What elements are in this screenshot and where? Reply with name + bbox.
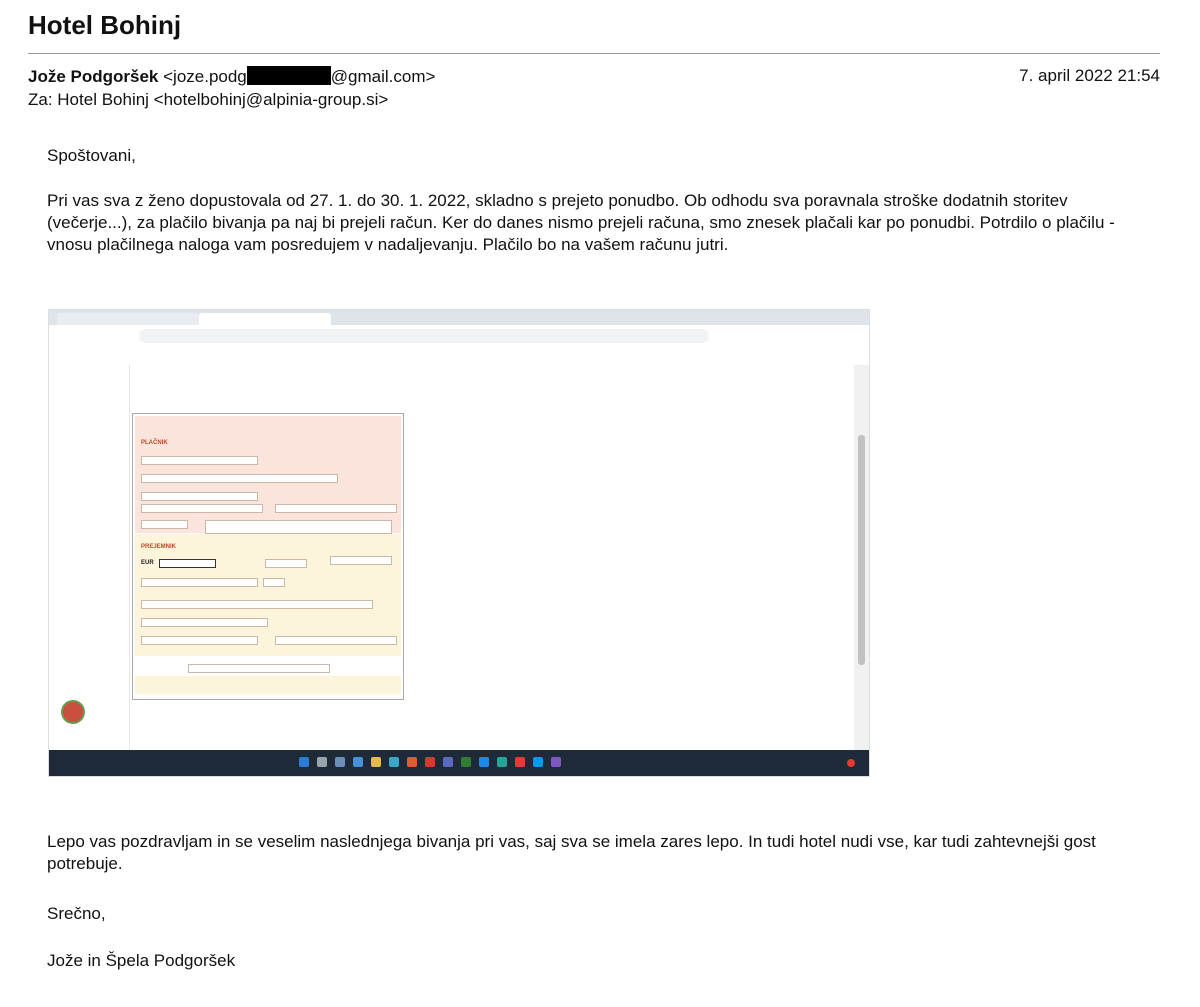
page-scrollbar: [854, 365, 869, 750]
form-field: [205, 520, 392, 534]
email-date: 7. april 2022 21:54: [1019, 66, 1160, 85]
form-field: [141, 600, 373, 609]
form-field: [141, 456, 258, 465]
app-icon: [497, 757, 507, 767]
browser-bookmarks: [49, 347, 869, 366]
amount-currency: EUR: [141, 560, 154, 566]
bank-page: [49, 365, 854, 750]
browser-url: [139, 329, 709, 343]
app-icon: [461, 757, 471, 767]
email-subject: Hotel Bohinj: [28, 10, 182, 40]
body-paragraph-2: Lepo vas pozdravljam in se veselim naslednjega bivanja pri vas, saj sva se imela zares lepo. In tudi hotel nudi vse, kar tudi zahtevnejši gost potrebuje.: [47, 832, 1096, 873]
form-field: [141, 520, 188, 529]
browser-tab: [57, 313, 199, 325]
browser-address-bar: [49, 325, 869, 348]
form-field: [141, 636, 258, 645]
recipient-line: Za: Hotel Bohinj <hotelbohinj@alpinia-group.si>: [28, 90, 389, 109]
form-field: [188, 664, 330, 673]
form-field: [265, 559, 307, 568]
app-icon: [335, 757, 345, 767]
app-icon: [407, 757, 417, 767]
header-divider: [28, 53, 1160, 54]
payment-screenshot: [48, 309, 870, 777]
form-field: [330, 556, 392, 565]
app-icon: [551, 757, 561, 767]
app-icon: [533, 757, 543, 767]
greeting: Spoštovani,: [47, 146, 136, 165]
app-icon: [479, 757, 489, 767]
sender-email-end: @gmail.com>: [330, 67, 436, 86]
recipient-section: [135, 534, 401, 656]
form-field: [141, 618, 268, 627]
recipient-heading: PREJEMNIK: [141, 544, 177, 550]
bank-logo: [61, 700, 85, 724]
form-field: [141, 578, 258, 587]
form-field: [141, 474, 338, 483]
sender-email-start: <joze.podg: [163, 67, 247, 86]
search-icon: [317, 757, 327, 767]
sender-name: Jože Podgoršek: [28, 67, 159, 86]
payer-heading: PLAČNIK: [141, 440, 168, 446]
browser-tab-active: [199, 313, 331, 325]
amount-field: [159, 559, 216, 568]
form-field: [141, 492, 258, 501]
form-note: [135, 676, 401, 694]
bank-sidebar: [49, 365, 130, 750]
form-field: [263, 578, 285, 587]
windows-taskbar: [49, 750, 869, 776]
closing: Srečno,: [47, 904, 106, 923]
signature: Jože in Špela Podgoršek: [47, 951, 236, 970]
start-icon: [299, 757, 309, 767]
form-field: [141, 504, 263, 513]
redaction-box: [247, 66, 331, 85]
scrollbar-thumb: [858, 435, 865, 665]
app-icon: [425, 757, 435, 767]
browser-tabbar: [49, 310, 869, 325]
payer-section: [135, 416, 401, 533]
app-icon: [353, 757, 363, 767]
app-icon: [443, 757, 453, 767]
edge-icon: [389, 757, 399, 767]
form-field: [275, 504, 397, 513]
app-icon: [515, 757, 525, 767]
folder-icon: [371, 757, 381, 767]
body-paragraph-1: Pri vas sva z ženo dopustovala od 27. 1. do 30. 1. 2022, skladno s prejeto ponudbo. Ob odhodu sva poravnala stroške dodatnih storitev (večerje...), za plačilo bivanja pa naj bi prejeli račun. Ker do danes nismo prejeli računa, smo znesek plačali kar po ponudbi. Potrdilo o plačilu - vnosu plačilnega naloga vam posredujem v nadaljevanju. Plačilo bo na vašem računu jutri.: [47, 191, 1115, 254]
form-field: [275, 636, 397, 645]
sender-line: [28, 66, 435, 87]
payment-form: [132, 413, 404, 700]
notification-icon: [847, 759, 855, 767]
